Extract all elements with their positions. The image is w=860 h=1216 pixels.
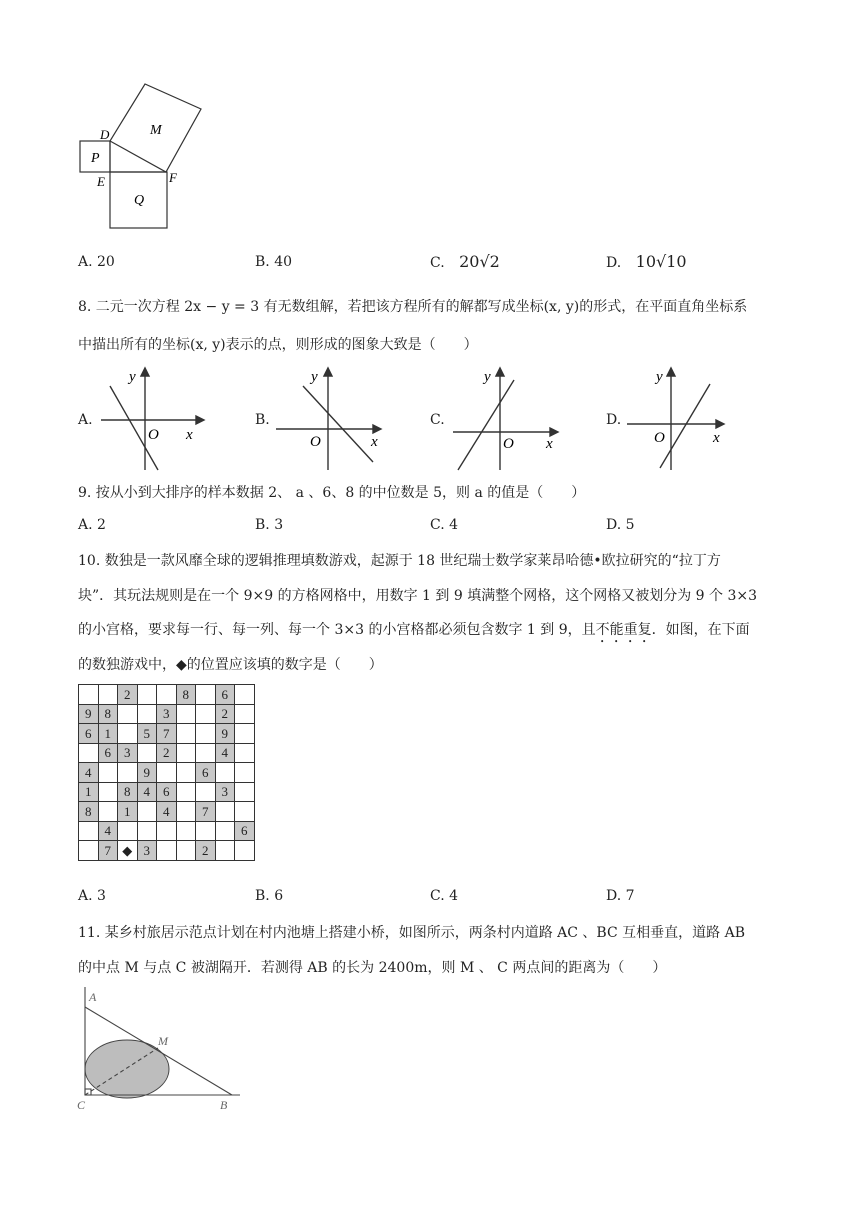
q11-figure <box>72 985 247 1115</box>
sudoku-cell <box>98 685 118 705</box>
sudoku-cell: 5 <box>137 724 157 744</box>
q10-line-1: 10. 数独是一款风靡全球的逻辑推理填数游戏，起源于 18 世纪瑞士数学家莱昂哈德•欧拉研究的“拉丁方 <box>78 553 721 569</box>
q8-graph-d <box>624 366 729 476</box>
sudoku-row <box>79 743 255 763</box>
sudoku-cell <box>235 743 255 763</box>
label-d: D <box>100 127 110 142</box>
sudoku-cell: 6 <box>79 724 99 744</box>
label-c: C <box>77 1098 86 1112</box>
q8-line-2: 中描出所有的坐标(x, y)表示的点，则形成的图象大致是（ ） <box>78 337 478 353</box>
origin-d: O <box>654 430 665 446</box>
sudoku-cell <box>157 763 177 783</box>
sudoku-cell <box>215 841 235 861</box>
sudoku-cell <box>176 821 196 841</box>
sudoku-cell <box>176 743 196 763</box>
sudoku-cell <box>196 724 216 744</box>
q9-option-d[interactable]: D. 5 <box>606 517 635 533</box>
sudoku-cell <box>137 685 157 705</box>
sudoku-cell: 8 <box>79 802 99 822</box>
sudoku-cell <box>176 704 196 724</box>
sudoku-cell: 6 <box>157 782 177 802</box>
sudoku-cell <box>118 763 138 783</box>
q10-option-c[interactable]: C. 4 <box>430 888 459 904</box>
sudoku-cell <box>235 704 255 724</box>
q10-line-2: 块”．其玩法规则是在一个 9×9 的方格网格中，用数字 1 到 9 填满整个网格，这个网格又被划分为 9 个 3×3 <box>78 588 758 604</box>
sudoku-cell <box>157 821 177 841</box>
sudoku-cell <box>98 763 118 783</box>
axis-x-b: x <box>371 434 378 450</box>
q11-line-2: 的中点 M 与点 C 被湖隔开．若测得 AB 的长为 2400m，则 M 、 C 两点间的距离为（ ） <box>78 960 667 976</box>
sudoku-cell <box>137 704 157 724</box>
origin-b: O <box>310 434 321 450</box>
q7-option-c-value: 20√2 <box>459 252 500 271</box>
sudoku-cell: 8 <box>98 704 118 724</box>
q8-option-c[interactable]: C. <box>430 412 445 428</box>
q10-line-3-pre: 的小宫格，要求每一行、每一列、每一个 3×3 的小宫格都必须包含数字 1 到 9，且 <box>78 622 596 638</box>
sudoku-cell <box>79 821 99 841</box>
sudoku-grid <box>78 684 255 861</box>
sudoku-cell: 3 <box>118 743 138 763</box>
label-m: M <box>150 123 162 138</box>
q7-option-a[interactable]: A. 20 <box>78 254 115 270</box>
q8-line-1: 8. 二元一次方程 2x − y = 3 有无数组解，若把该方程所有的解都写成坐标(x, y)的形式，在平面直角坐标系 <box>78 299 748 315</box>
q7-option-d[interactable] <box>606 252 687 271</box>
sudoku-row <box>79 724 255 744</box>
sudoku-cell <box>137 802 157 822</box>
sudoku-cell <box>79 685 99 705</box>
sudoku-cell <box>196 685 216 705</box>
sudoku-cell: 4 <box>157 802 177 822</box>
sudoku-cell <box>157 841 177 861</box>
q7-option-c[interactable] <box>430 252 500 271</box>
sudoku-row <box>79 782 255 802</box>
axis-x-a: x <box>186 427 193 443</box>
q10-line-3-post: ．如图，在下面 <box>651 622 750 638</box>
sudoku-cell <box>215 763 235 783</box>
sudoku-row <box>79 821 255 841</box>
q8-option-b[interactable]: B. <box>255 412 270 428</box>
sudoku-cell: 4 <box>215 743 235 763</box>
q8-graph-a <box>98 366 208 476</box>
axis-y-c: y <box>484 369 491 385</box>
sudoku-cell: 6 <box>98 743 118 763</box>
sudoku-row <box>79 704 255 724</box>
sudoku-cell <box>196 821 216 841</box>
sudoku-cell <box>235 841 255 861</box>
sudoku-cell: 7 <box>98 841 118 861</box>
q8-graph-c <box>450 366 565 476</box>
sudoku-cell: 2 <box>196 841 216 861</box>
sudoku-cell <box>79 743 99 763</box>
sudoku-cell: 1 <box>79 782 99 802</box>
sudoku-cell <box>235 685 255 705</box>
sudoku-cell: 2 <box>118 685 138 705</box>
q10-option-a[interactable]: A. 3 <box>78 888 106 904</box>
axis-y-d: y <box>656 369 663 385</box>
sudoku-cell: 4 <box>137 782 157 802</box>
sudoku-cell <box>196 743 216 763</box>
q10-option-b[interactable]: B. 6 <box>255 888 284 904</box>
sudoku-cell <box>196 704 216 724</box>
q10-line-4: 的数独游戏中，◆的位置应该填的数字是（ ） <box>78 657 383 673</box>
sudoku-cell <box>79 841 99 861</box>
sudoku-cell: 9 <box>215 724 235 744</box>
axis-y-b: y <box>311 369 318 385</box>
sudoku-row <box>79 802 255 822</box>
sudoku-row <box>79 763 255 783</box>
sudoku-cell <box>235 802 255 822</box>
sudoku-target-cell: ◆ <box>118 841 138 861</box>
sudoku-cell: 3 <box>157 704 177 724</box>
label-p: P <box>91 151 100 166</box>
sudoku-cell: 8 <box>118 782 138 802</box>
sudoku-cell <box>98 802 118 822</box>
q10-option-d[interactable]: D. 7 <box>606 888 635 904</box>
sudoku-cell: 9 <box>79 704 99 724</box>
sudoku-cell: 1 <box>98 724 118 744</box>
q8-option-d[interactable]: D. <box>606 412 622 428</box>
label-m: M <box>158 1034 168 1048</box>
sudoku-cell <box>215 821 235 841</box>
q9-text: 9. 按从小到大排序的样本数据 2、 a 、6、8 的中位数是 5，则 a 的值是（ ） <box>78 485 586 501</box>
sudoku-cell: 3 <box>215 782 235 802</box>
sudoku-cell <box>176 841 196 861</box>
label-q: Q <box>134 193 145 208</box>
label-b: B <box>220 1098 228 1112</box>
origin-c: O <box>503 436 514 452</box>
axis-x-c: x <box>546 436 553 452</box>
sudoku-cell: 6 <box>215 685 235 705</box>
sudoku-cell <box>176 763 196 783</box>
sudoku-cell: 7 <box>196 802 216 822</box>
sudoku-cell <box>215 802 235 822</box>
label-f: F <box>169 170 177 185</box>
sudoku-cell <box>137 743 157 763</box>
sudoku-cell: 2 <box>157 743 177 763</box>
label-e: E <box>97 174 105 189</box>
q7-figure <box>70 78 215 238</box>
axis-x-d: x <box>713 430 720 446</box>
sudoku-row <box>79 685 255 705</box>
sudoku-cell <box>196 782 216 802</box>
sudoku-cell: 3 <box>137 841 157 861</box>
q7-option-c-label: C. <box>430 255 445 271</box>
q8-graph-b <box>273 366 388 476</box>
q10-line-3 <box>78 619 750 646</box>
origin-a: O <box>148 427 159 443</box>
sudoku-cell: 9 <box>137 763 157 783</box>
sudoku-cell <box>137 821 157 841</box>
q10-emphasis: 不能重复 <box>595 622 652 638</box>
sudoku-row <box>79 841 255 861</box>
sudoku-cell <box>235 763 255 783</box>
sudoku-cell <box>176 802 196 822</box>
sudoku-cell <box>98 782 118 802</box>
q7-option-b[interactable]: B. 40 <box>255 254 293 270</box>
sudoku-cell <box>235 724 255 744</box>
sudoku-cell <box>176 724 196 744</box>
sudoku-cell: 4 <box>98 821 118 841</box>
sudoku-cell <box>118 704 138 724</box>
sudoku-cell: 1 <box>118 802 138 822</box>
sudoku-cell: 6 <box>196 763 216 783</box>
sudoku-cell: 6 <box>235 821 255 841</box>
sudoku-cell: 2 <box>215 704 235 724</box>
sudoku-cell: 8 <box>176 685 196 705</box>
q8-option-a[interactable]: A. <box>78 412 93 428</box>
sudoku-cell <box>176 782 196 802</box>
sudoku-cell: 7 <box>157 724 177 744</box>
sudoku-cell <box>118 724 138 744</box>
q9-option-b[interactable]: B. 3 <box>255 517 284 533</box>
q7-option-d-value: 10√10 <box>635 252 687 271</box>
label-a: A <box>89 990 97 1004</box>
sudoku-cell <box>235 782 255 802</box>
sudoku-cell <box>157 685 177 705</box>
q9-option-c[interactable]: C. 4 <box>430 517 459 533</box>
sudoku-cell: 4 <box>79 763 99 783</box>
q11-line-1: 11. 某乡村旅居示范点计划在村内池塘上搭建小桥，如图所示，两条村内道路 AC 、BC 互相垂直，道路 AB <box>78 925 745 941</box>
sudoku-cell <box>118 821 138 841</box>
axis-y-a: y <box>129 369 136 385</box>
q9-option-a[interactable]: A. 2 <box>78 517 106 533</box>
q7-option-d-label: D. <box>606 255 622 271</box>
